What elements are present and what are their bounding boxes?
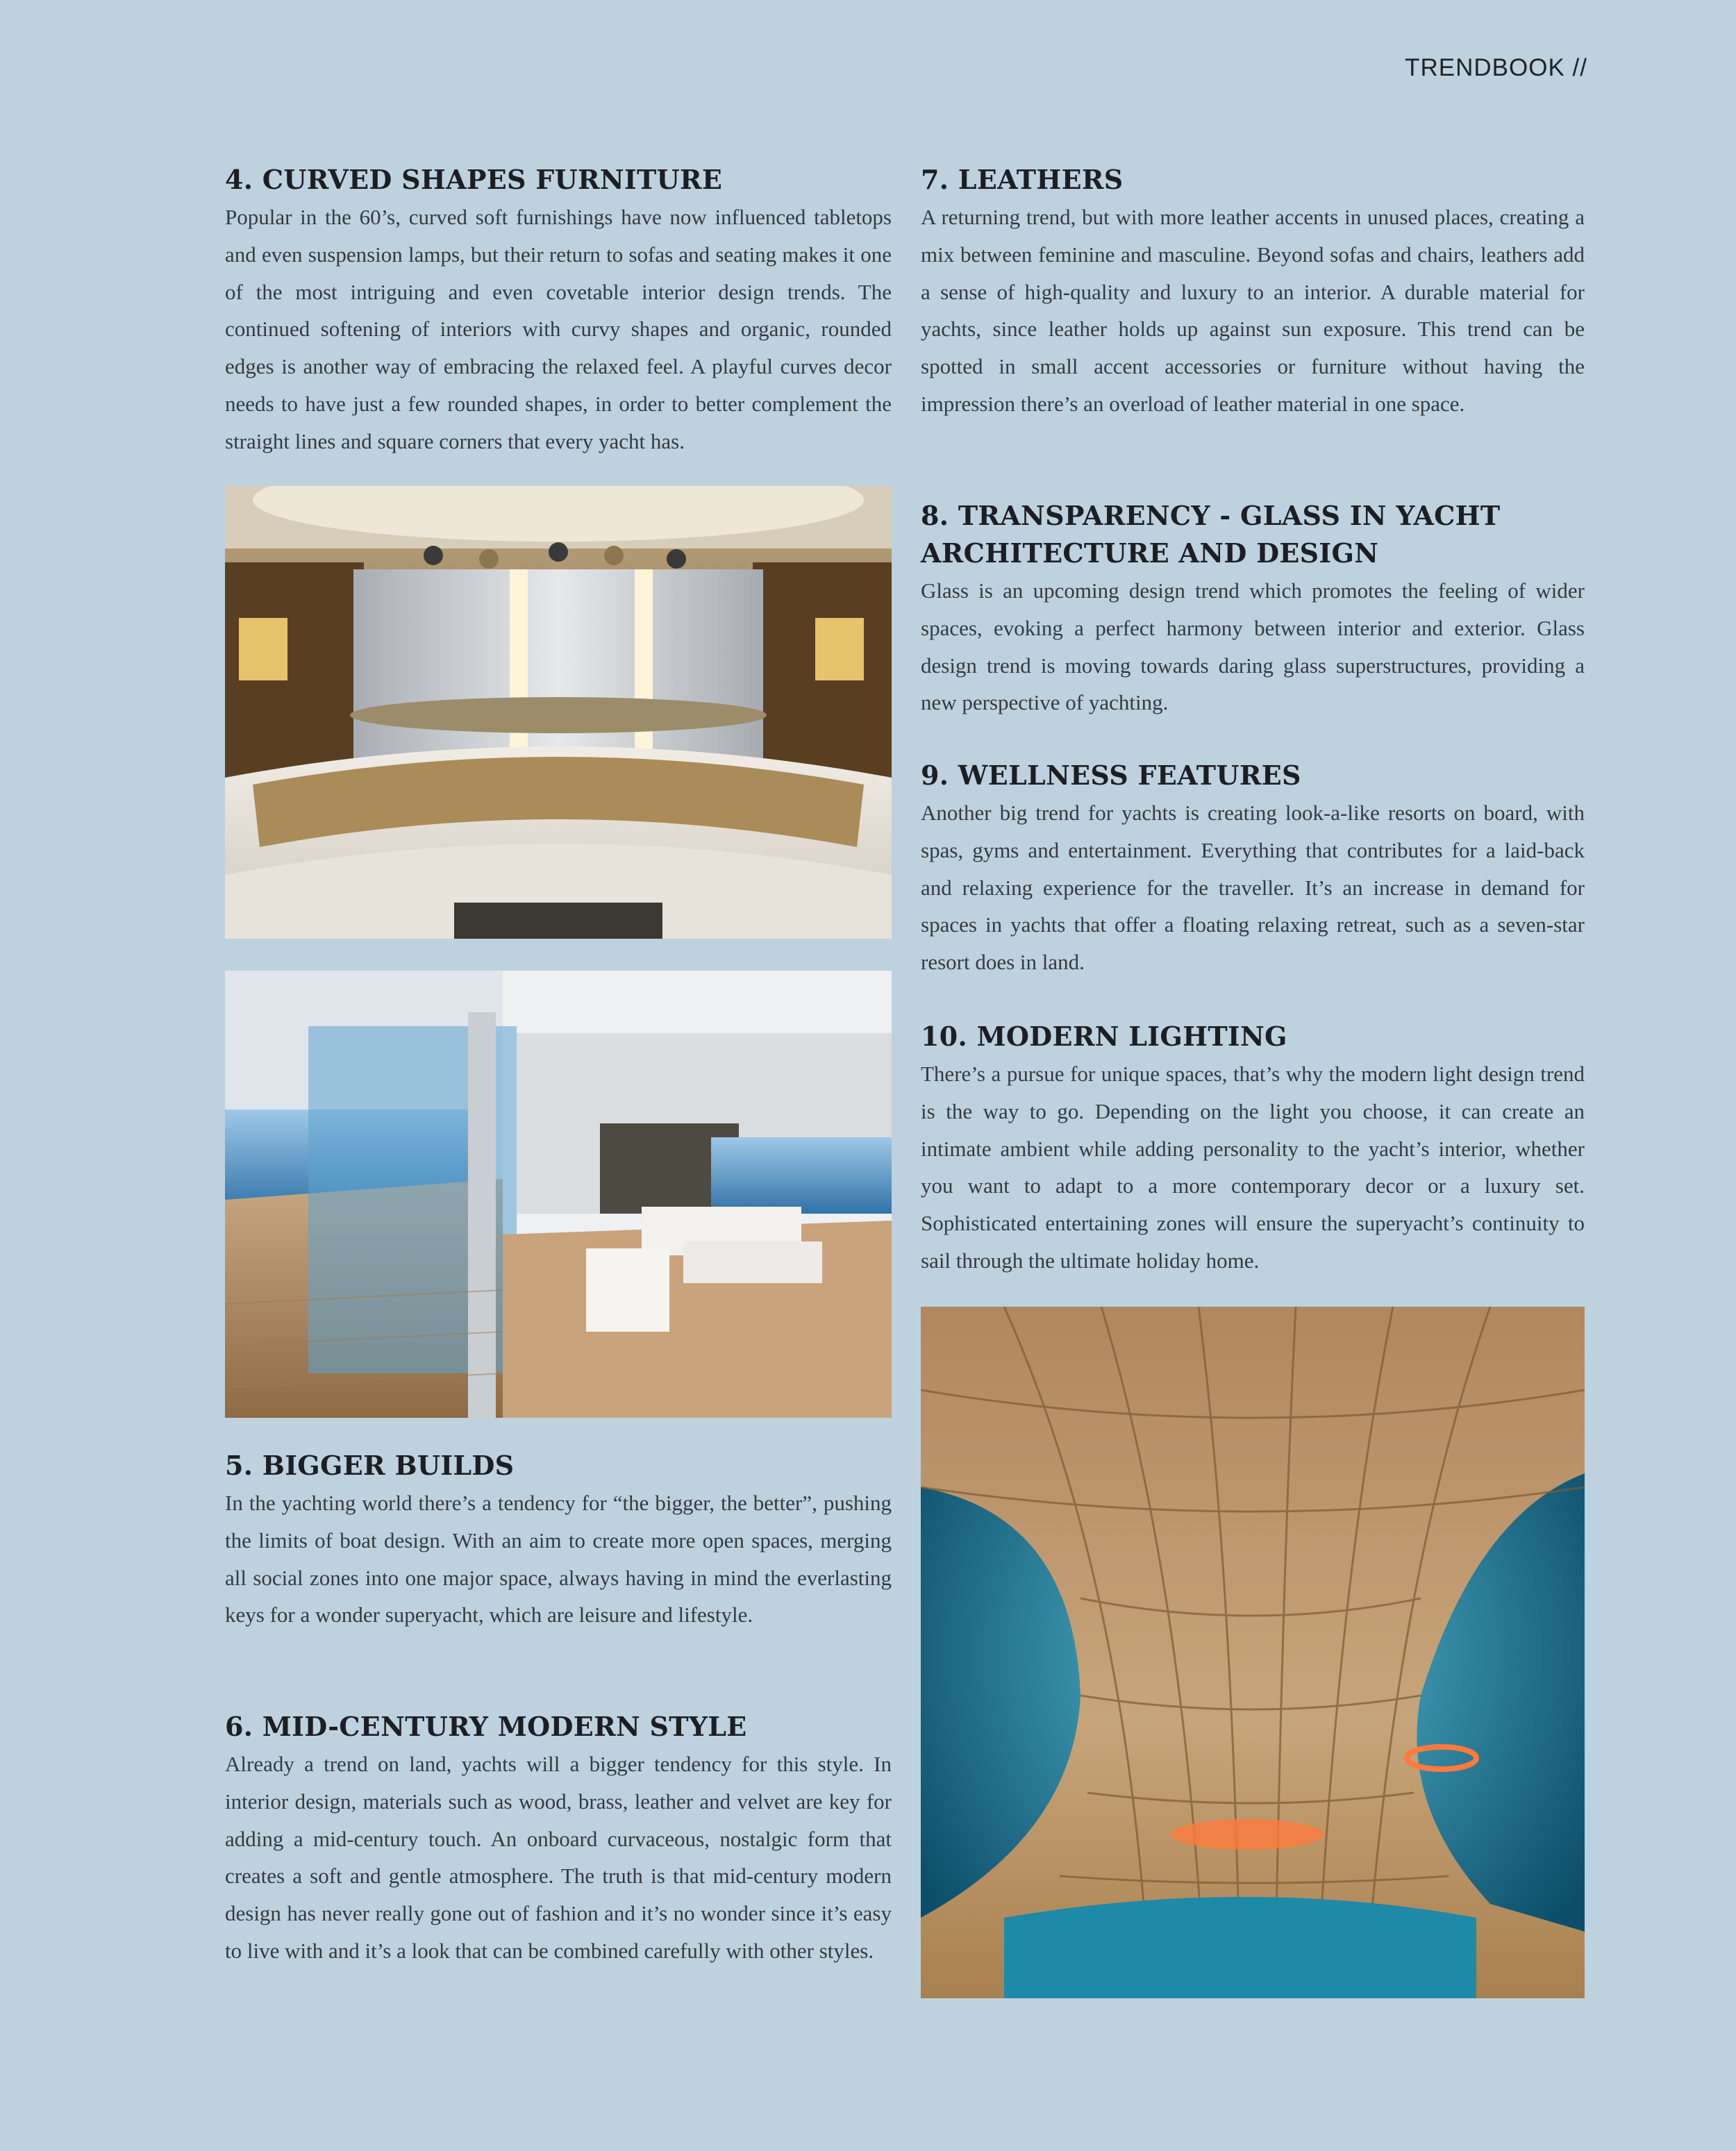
section-body: Already a trend on land, yachts will a bigger tendency for this style. In interior design, materials such as wood, brass, leather and velvet are key for adding a mid-century touch. An onboard curvaceous, nostalgic form that creates a soft and gentle atmosphere. The truth is that mid-century modern design has never really gone out of fashion and it’s no wonder since it’s easy to live with and it’s a look that can be combined carefully with other styles. — [225, 1752, 892, 1963]
section-body: Popular in the 60’s, curved soft furnishings have now influenced tabletops and even suspension lamps, but their return to sofas and seating makes it one of the most intriguing and even covetable interior design trends. The continued softening of interiors with curvy shapes and organic, rounded edges is another way of embracing the relaxed feel. A playful curves decor needs to have just a few rounded shapes, in order to better complement the straight lines and square corners that every yacht has. — [225, 205, 892, 453]
section-title: 10. MODERN LIGHTING — [921, 1021, 1287, 1052]
section-wellness — [921, 757, 1585, 981]
section-body: Another big trend for yachts is creating look-a-like resorts on board, with spas, gyms and entertainment. Everything that contributes for a laid-back and relaxing experience for the traveller. It’s an increase in demand for spaces in yachts that offer a floating relaxing retreat, such as a seven-star resort does in land. — [921, 801, 1585, 975]
section-leathers — [921, 161, 1585, 423]
leather-lounge-photo — [921, 1307, 1585, 1998]
curved-sofa-lounge-photo — [225, 486, 892, 939]
section-bigger-builds — [225, 1447, 892, 1634]
section-title: 5. BIGGER BUILDS — [225, 1450, 515, 1481]
running-header: TRENDBOOK // — [1405, 54, 1587, 81]
section-title: 8. TRANSPARENCY - GLASS IN YACHT ARCHITECTURE AND DESIGN — [921, 500, 1501, 569]
section-body: In the yachting world there’s a tendency for “the bigger, the better”, pushing the limits of boat design. With an aim to create more open spaces, merging all social zones into one major space, always having in mind the everlasting keys for a wonder superyacht, which are leisure and lifestyle. — [225, 1491, 892, 1627]
section-title: 6. MID-CENTURY MODERN STYLE — [225, 1711, 747, 1742]
glass-deck-lounge-photo — [225, 971, 892, 1418]
section-curved-shapes — [225, 161, 892, 460]
section-title: 7. LEATHERS — [921, 164, 1124, 195]
section-modern-lighting — [921, 1018, 1585, 1280]
section-title: 4. CURVED SHAPES FURNITURE — [225, 164, 723, 195]
section-body: There’s a pursue for unique spaces, that’s why the modern light design trend is the way to go. Depending on the light you choose, it can create an intimate ambient while adding personality to the yacht’s interior, whether you want to adapt to a more contemporary decor or a luxury set. Sophisticated entertaining zones will ensure the superyacht’s continuity to sail through the ultimate holiday home. — [921, 1062, 1585, 1273]
section-body: Glass is an upcoming design trend which promotes the feeling of wider spaces, evoking a perfect harmony between interior and exterior. Glass design trend is moving towards daring glass superstructures, providing a new perspective of yachting. — [921, 578, 1585, 715]
section-body: A returning trend, but with more leather accents in unused places, creating a mix between feminine and masculine. Beyond sofas and chairs, leathers add a sense of high-quality and luxury to an interior. A durable material for yachts, since leather holds up against sun exposure. This trend can be spotted in small accent accessories or furniture without having the impression there’s an overload of leather material in one space. — [921, 205, 1585, 416]
section-title: 9. WELLNESS FEATURES — [921, 760, 1301, 791]
section-transparency — [921, 497, 1585, 721]
section-mid-century — [225, 1708, 892, 1970]
